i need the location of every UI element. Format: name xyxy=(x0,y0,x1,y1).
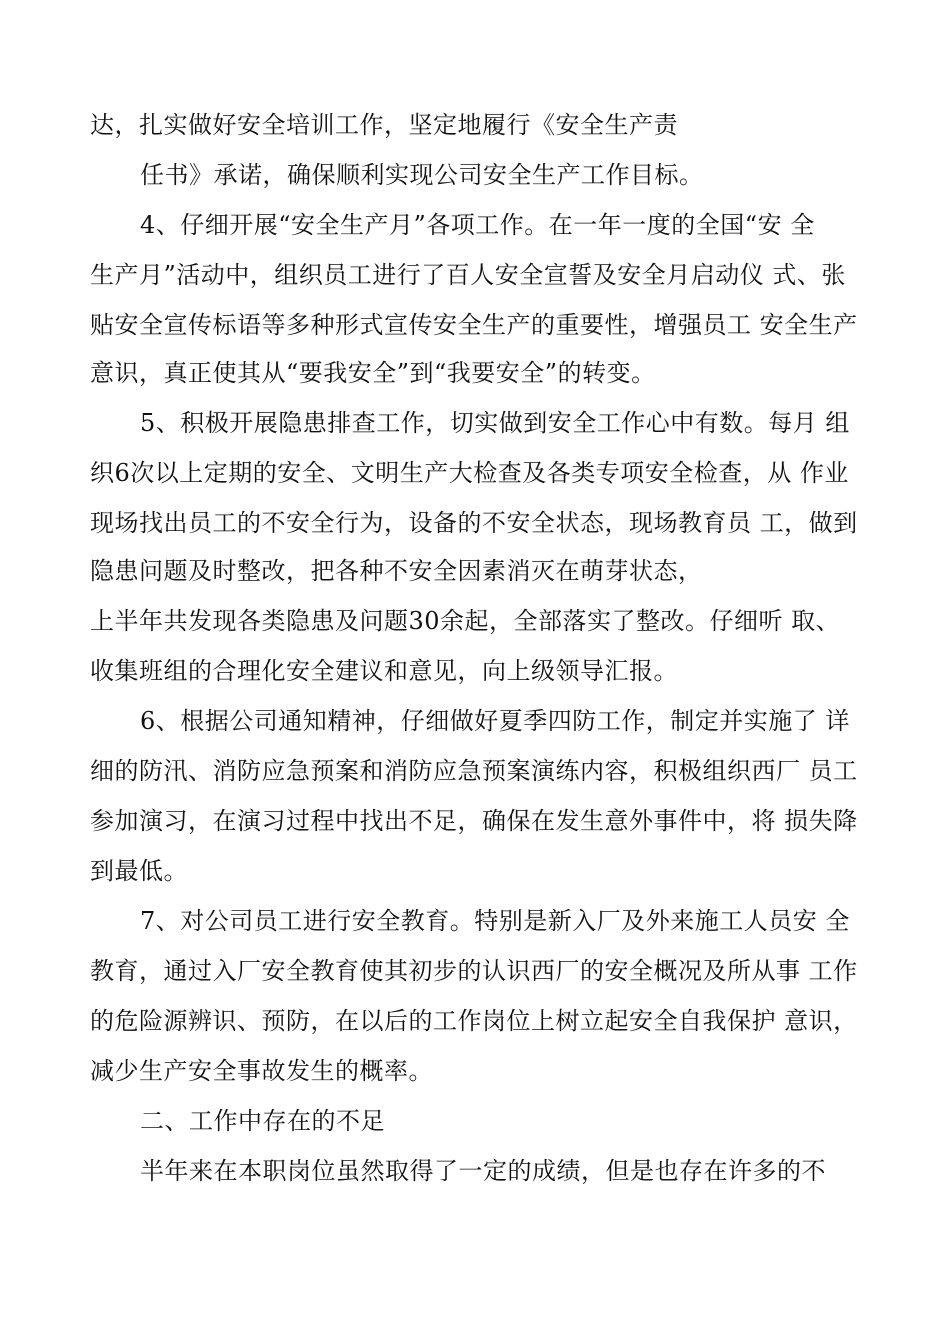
text-line: 5、积极开展隐患排查工作，切实做到安全工作心中有数。每月 组 xyxy=(140,409,850,437)
text-line: 减少生产安全事故发生的概率。 xyxy=(90,1057,433,1085)
text-line: 达，扎实做好安全培训工作，坚定地履行《安全生产责 xyxy=(90,111,678,139)
text-line: 生产月”活动中，组织员工进行了百人安全宣誓及安全月启动仪 式、张 xyxy=(90,261,846,289)
text-line: 贴安全宣传标语等多种形式宣传安全生产的重要性，增强员工 安全生产 xyxy=(90,311,858,339)
text-line: 上半年共发现各类隐患及问题30余起，全部落实了整改。仔细听 取、 xyxy=(90,607,841,635)
text-line: 教育，通过入厂安全教育使其初步的认识西厂的安全概况及所从事 工作 xyxy=(90,957,858,985)
text-line: 参加演习，在演习过程中找出不足，确保在发生意外事件中，将 损失降 xyxy=(90,807,858,835)
text-line: 半年来在本职岗位虽然取得了一定的成绩，但是也存在许多的不 xyxy=(140,1157,826,1185)
text-line: 织6次以上定期的安全、文明生产大检查及各类专项安全检查，从 作业 xyxy=(90,459,849,487)
text-line: 细的防汛、消防应急预案和消防应急预案演练内容，积极组织西厂 员工 xyxy=(90,757,858,785)
text-line: 收集班组的合理化安全建议和意见，向上级领导汇报。 xyxy=(90,657,678,685)
text-line: 隐患问题及时整改，把各种不安全因素消灭在萌芽状态， xyxy=(90,557,703,585)
text-line: 7、对公司员工进行安全教育。特别是新入厂及外来施工人员安 全 xyxy=(140,907,850,935)
text-line: 4、仔细开展“安全生产月”各项工作。在一年一度的全国“安 全 xyxy=(140,211,815,239)
text-line: 意识，真正使其从“要我安全”到“我要安全”的转变。 xyxy=(90,359,656,387)
text-line: 的危险源辨识、预防，在以后的工作岗位上树立起安全自我保护 意识， xyxy=(90,1007,858,1035)
text-line: 任书》承诺，确保顺利实现公司安全生产工作目标。 xyxy=(140,161,704,189)
text-line: 到最低。 xyxy=(90,857,188,885)
text-line: 6、根据公司通知精神，仔细做好夏季四防工作，制定并实施了 详 xyxy=(140,707,850,735)
section-heading: 二、工作中存在的不足 xyxy=(140,1107,385,1135)
text-line: 现场找出员工的不安全行为，设备的不安全状态，现场教育员 工，做到 xyxy=(90,509,858,537)
